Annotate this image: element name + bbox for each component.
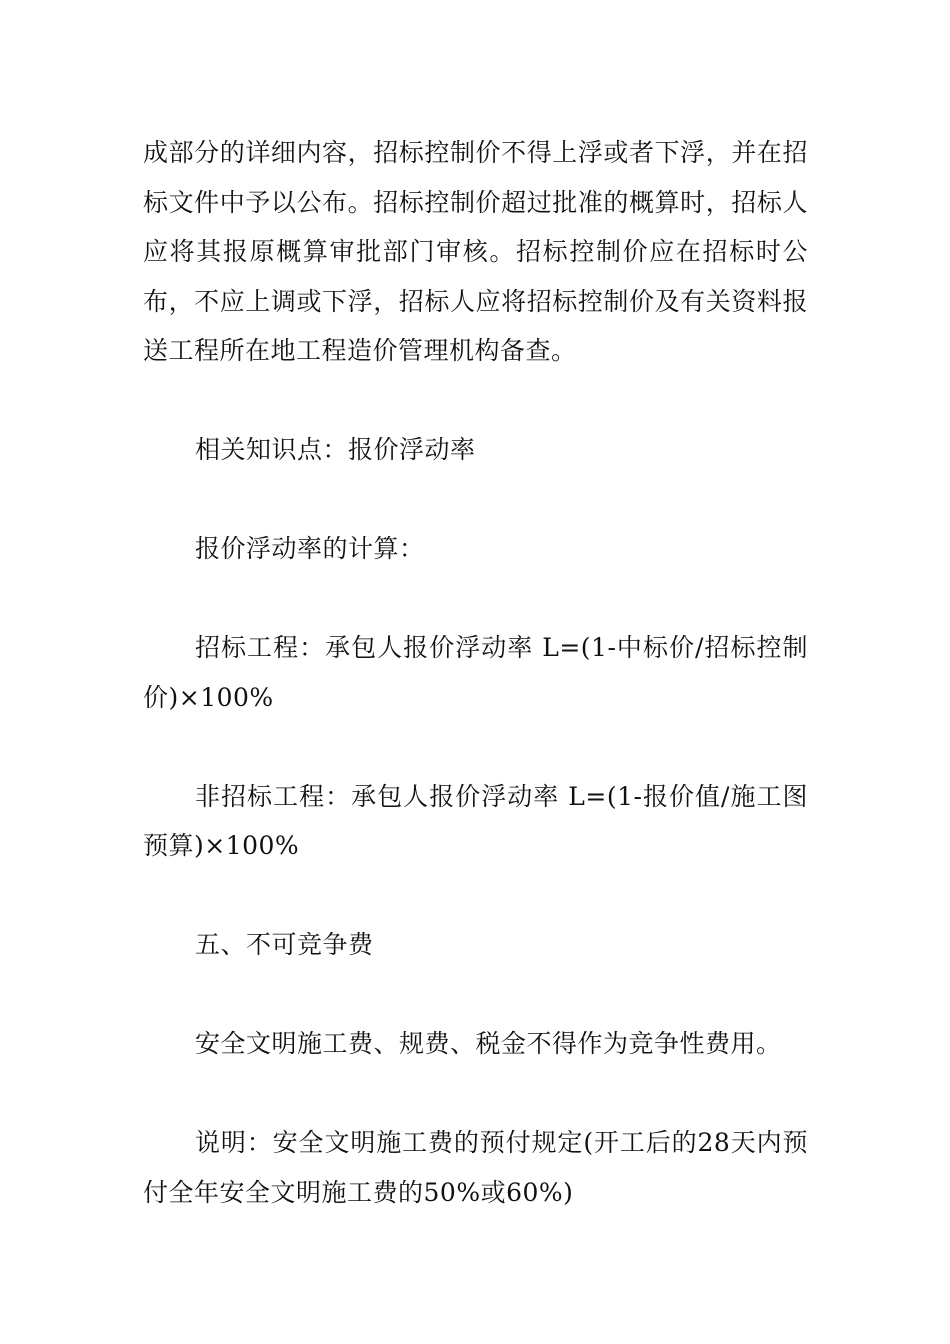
paragraph-related-knowledge: 相关知识点：报价浮动率 bbox=[195, 435, 476, 464]
document-page bbox=[143, 128, 808, 1267]
paragraph-control-price: 成部分的详细内容，招标控制价不得上浮或者下浮，并在招标文件中予以公布。招标控制价超过批准的概算时，招标人应将其报原概算审批部门审核。招标控制价应在招标时公布，不应上调或下浮，招标人应将招标控制价及有关资料报送工程所在地工程造价管理机构备查。 bbox=[143, 138, 808, 365]
paragraph-note-advance-payment: 说明：安全文明施工费的预付规定(开工后的28天内预付全年安全文明施工费的50%或60%) bbox=[143, 1128, 808, 1207]
paragraph-non-tender-formula: 非招标工程：承包人报价浮动率 L=(1-报价值/施工图预算)×100% bbox=[143, 781, 808, 860]
paragraph-non-competitive-fees: 安全文明施工费、规费、税金不得作为竞争性费用。 bbox=[195, 1029, 782, 1058]
paragraph-tender-formula: 招标工程：承包人报价浮动率 L=(1-中标价/招标控制价)×100% bbox=[143, 633, 808, 712]
section-heading-non-competitive-fees: 五、不可竞争费 bbox=[195, 930, 374, 959]
paragraph-calculation-heading: 报价浮动率的计算： bbox=[195, 534, 425, 563]
